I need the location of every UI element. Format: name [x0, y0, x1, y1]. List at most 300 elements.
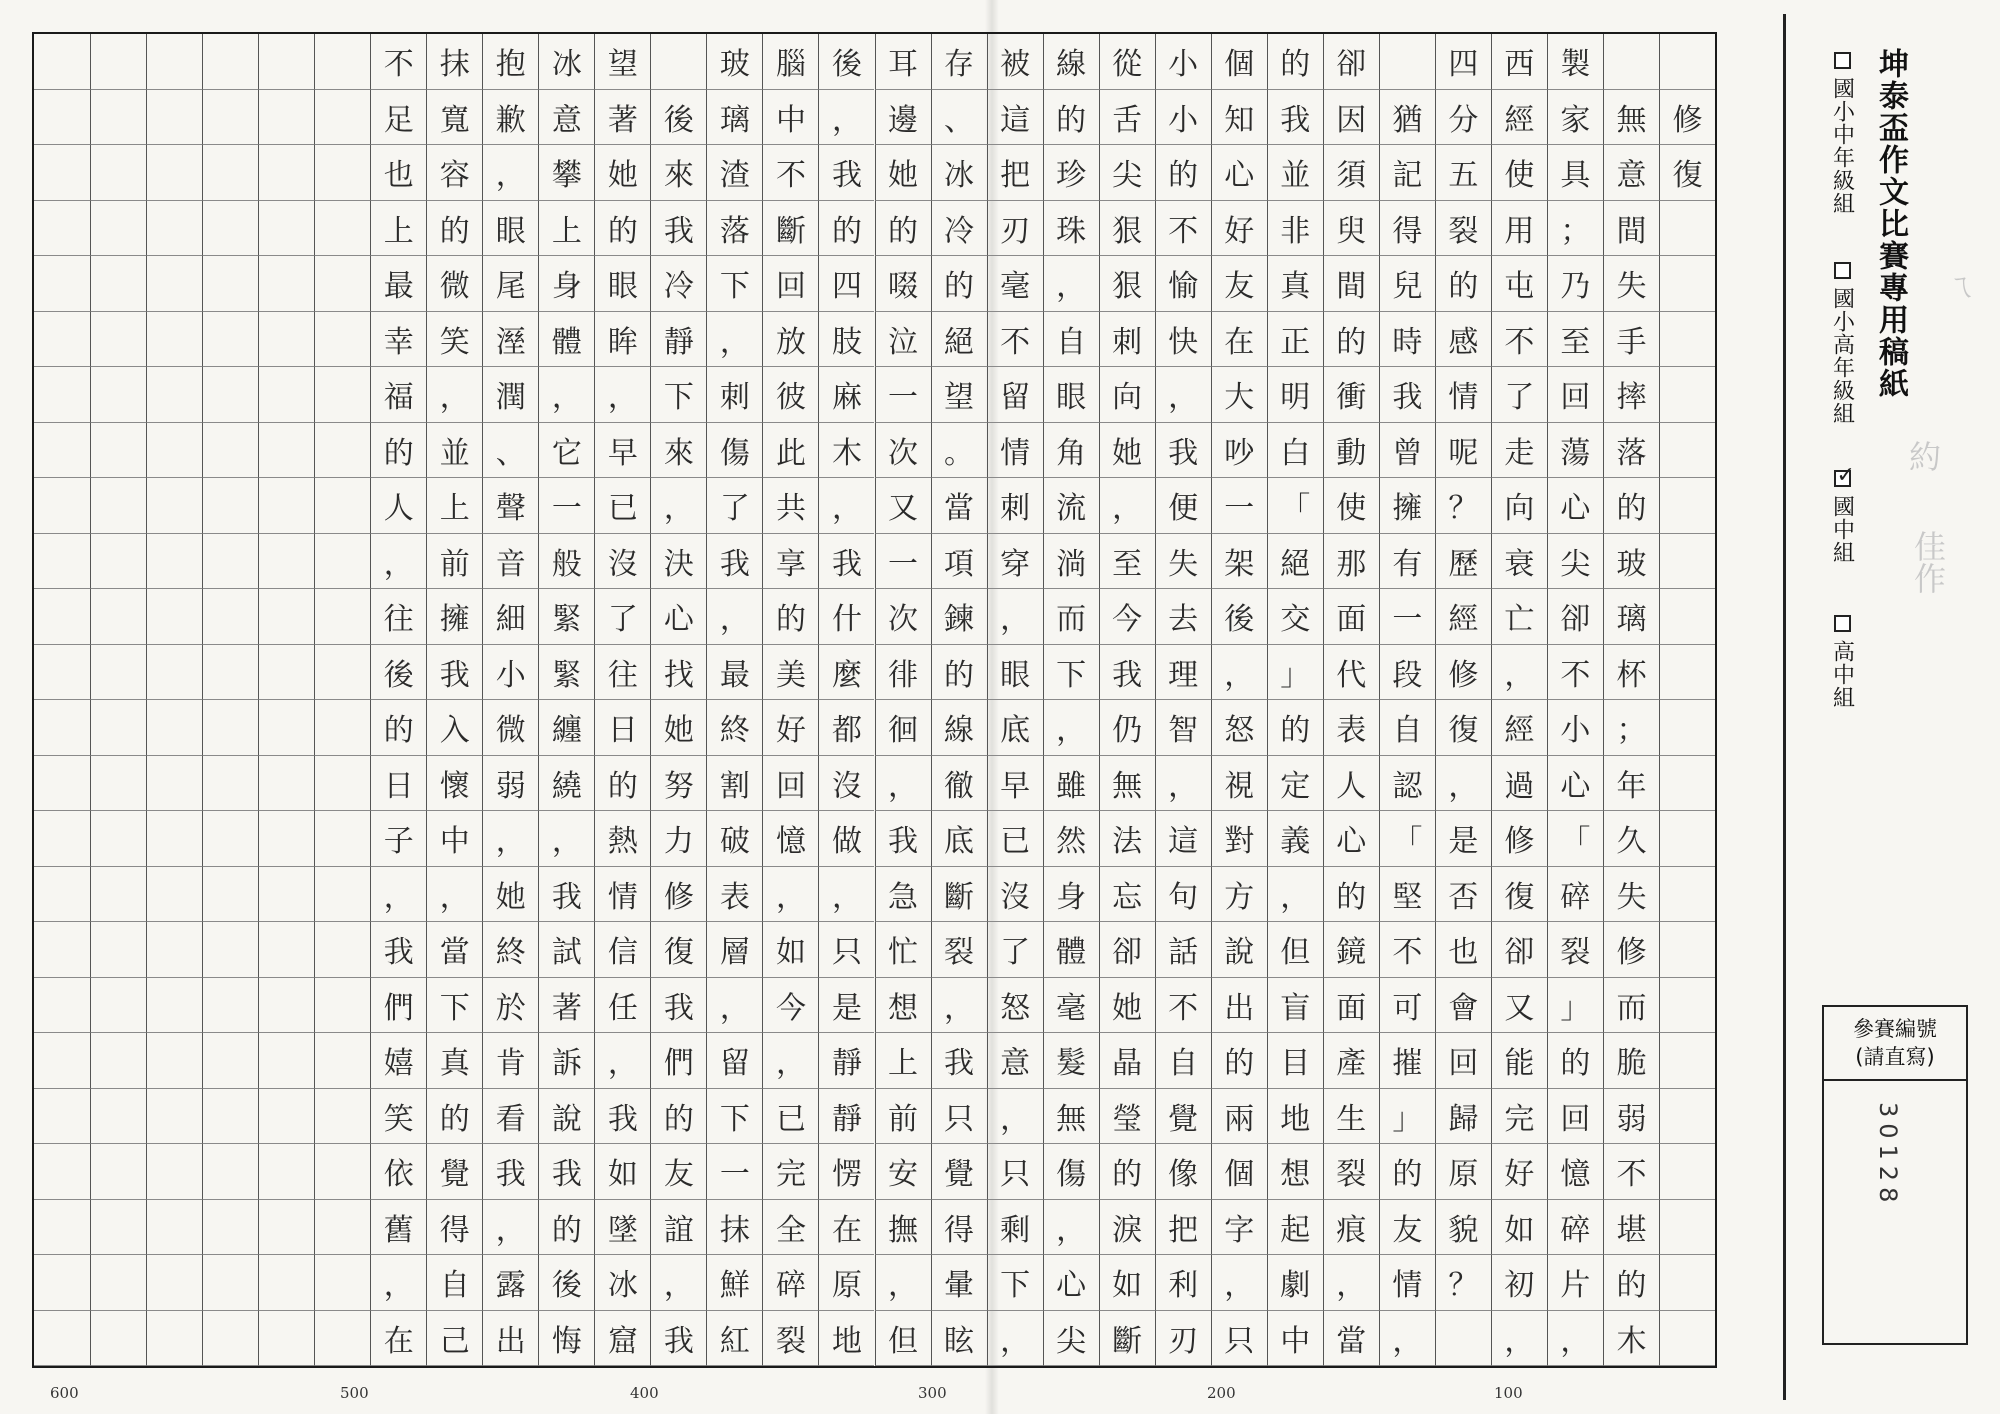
grid-cell: 出	[1211, 978, 1267, 1034]
grid-cell: 裂	[1547, 922, 1603, 978]
grid-cell	[202, 1255, 258, 1311]
grid-cell: 玻	[1603, 534, 1659, 590]
grid-cell: 狠	[1099, 201, 1155, 257]
grid-cell: 的	[875, 201, 931, 257]
grid-cell: 智	[1155, 700, 1211, 756]
grid-cell: 珠	[1043, 201, 1099, 257]
grid-column	[202, 34, 258, 1366]
grid-cell: 是	[1435, 811, 1491, 867]
grid-cell: 如	[594, 1144, 650, 1200]
grid-cell: 製	[1547, 34, 1603, 90]
grid-cell: 的	[370, 423, 426, 479]
grid-cell: 心	[1211, 145, 1267, 201]
grid-cell: 淚	[1099, 1200, 1155, 1256]
grid-cell	[258, 1311, 314, 1367]
grid-cell	[258, 922, 314, 978]
grid-cell: 尖	[1043, 1311, 1099, 1367]
checkbox-elementary-middle[interactable]	[1834, 52, 1851, 69]
grid-cell: 只	[818, 922, 874, 978]
grid-cell: 憶	[1547, 1144, 1603, 1200]
grid-column	[90, 34, 146, 1366]
grid-cell	[1659, 756, 1715, 812]
checkbox-junior-high[interactable]	[1834, 470, 1851, 487]
grid-cell: 聲	[482, 478, 538, 534]
grid-cell: 理	[1155, 645, 1211, 701]
grid-cell: 堪	[1603, 1200, 1659, 1256]
grid-cell: 這	[1155, 811, 1211, 867]
grid-cell: 並	[426, 423, 482, 479]
grid-cell: 眩	[931, 1311, 987, 1367]
grid-cell: 意	[538, 90, 594, 146]
judge-mark: 佳作	[1909, 530, 1947, 594]
grid-cell: 次	[875, 589, 931, 645]
grid-cell	[314, 145, 370, 201]
grid-cell: 淌	[1043, 534, 1099, 590]
grid-cell	[314, 756, 370, 812]
grid-cell: 露	[482, 1255, 538, 1311]
entry-number-value[interactable]: 30128	[1874, 1102, 1902, 1209]
grid-cell: 足	[370, 90, 426, 146]
grid-cell	[258, 534, 314, 590]
grid-cell: 徹	[931, 756, 987, 812]
grid-cell: ，	[1323, 1255, 1379, 1311]
grid-cell	[314, 90, 370, 146]
grid-cell: 原	[1435, 1144, 1491, 1200]
grid-cell: ，	[1043, 1200, 1099, 1256]
grid-cell	[258, 589, 314, 645]
grid-cell: 她	[1099, 423, 1155, 479]
grid-cell: ，	[370, 867, 426, 923]
grid-cell: 的	[1043, 90, 1099, 146]
grid-cell: 的	[1379, 1144, 1435, 1200]
grid-cell	[202, 312, 258, 368]
grid-cell: ，	[875, 756, 931, 812]
grid-cell: 的	[1603, 478, 1659, 534]
grid-cell: 意	[1603, 145, 1659, 201]
grid-cell: 只	[931, 1089, 987, 1145]
grid-cell: ，	[1211, 645, 1267, 701]
grid-cell	[258, 1089, 314, 1145]
grid-cell	[34, 922, 90, 978]
grid-cell	[34, 756, 90, 812]
grid-cell	[34, 1200, 90, 1256]
grid-cell: 絕	[931, 312, 987, 368]
group-label: 國小中年級組	[1829, 77, 1855, 215]
grid-column	[146, 34, 202, 1366]
checkbox-senior-high[interactable]	[1834, 615, 1851, 632]
grid-cell	[314, 811, 370, 867]
grid-cell: 她	[875, 145, 931, 201]
grid-cell	[1659, 811, 1715, 867]
grid-cell	[314, 256, 370, 312]
grid-cell: 忙	[875, 922, 931, 978]
group-label: 國中組	[1829, 495, 1855, 564]
margin-line	[1783, 14, 1786, 1400]
grid-cell	[90, 423, 146, 479]
grid-cell: 兒	[1379, 256, 1435, 312]
grid-cell: 斷	[762, 201, 818, 257]
grid-cell: 得	[931, 1200, 987, 1256]
grid-cell: 中	[426, 811, 482, 867]
grid-cell: 割	[706, 756, 762, 812]
grid-cell: 冷	[931, 201, 987, 257]
grid-cell: 力	[650, 811, 706, 867]
grid-cell: 句	[1155, 867, 1211, 923]
grid-cell: 今	[1099, 589, 1155, 645]
grid-cell: 至	[1547, 312, 1603, 368]
grid-cell: 誼	[650, 1200, 706, 1256]
grid-cell: 使	[1323, 478, 1379, 534]
grid-cell: ，	[538, 367, 594, 423]
grid-cell: 、	[931, 90, 987, 146]
grid-column	[650, 34, 706, 1366]
grid-cell: 急	[875, 867, 931, 923]
grid-cell: 想	[1267, 1144, 1323, 1200]
grid-cell: 記	[1379, 145, 1435, 201]
grid-cell	[90, 312, 146, 368]
grid-cell: 珍	[1043, 145, 1099, 201]
grid-cell: 共	[762, 478, 818, 534]
grid-cell	[1659, 312, 1715, 368]
grid-cell: 自	[1043, 312, 1099, 368]
grid-cell: 但	[1267, 922, 1323, 978]
grid-cell: 泣	[875, 312, 931, 368]
grid-cell: 覺	[426, 1144, 482, 1200]
grid-cell: 什	[818, 589, 874, 645]
grid-cell	[34, 1144, 90, 1200]
grid-cell	[34, 700, 90, 756]
grid-cell: 舌	[1099, 90, 1155, 146]
grid-cell: 往	[594, 645, 650, 701]
grid-cell	[90, 1200, 146, 1256]
grid-cell	[202, 367, 258, 423]
grid-column	[594, 34, 650, 1366]
grid-cell: 向	[1099, 367, 1155, 423]
grid-cell	[146, 756, 202, 812]
grid-cell: 早	[987, 756, 1043, 812]
grid-cell	[202, 700, 258, 756]
grid-cell: 個	[1211, 34, 1267, 90]
grid-cell	[90, 589, 146, 645]
grid-cell: 己	[426, 1311, 482, 1367]
grid-cell: 修	[1435, 645, 1491, 701]
grid-cell	[258, 256, 314, 312]
grid-cell: 心	[1043, 1255, 1099, 1311]
grid-cell	[146, 700, 202, 756]
grid-cell: 溼	[482, 312, 538, 368]
grid-cell: 完	[762, 1144, 818, 1200]
grid-cell: 地	[1267, 1089, 1323, 1145]
grid-cell: 情	[1379, 1255, 1435, 1311]
grid-cell: 日	[370, 756, 426, 812]
grid-column	[1659, 34, 1715, 1366]
grid-column	[1547, 34, 1603, 1366]
grid-cell: 前	[875, 1089, 931, 1145]
grid-cell	[1659, 978, 1715, 1034]
grid-cell	[34, 34, 90, 90]
grid-cell	[34, 589, 90, 645]
grid-cell: ，	[818, 90, 874, 146]
grid-cell: 鍊	[931, 589, 987, 645]
grid-cell: 使	[1491, 145, 1547, 201]
grid-cell	[202, 201, 258, 257]
grid-cell: 心	[1547, 478, 1603, 534]
grid-cell	[258, 811, 314, 867]
grid-cell: 想	[875, 978, 931, 1034]
grid-cell: 沒	[594, 534, 650, 590]
grid-cell: 刺	[987, 478, 1043, 534]
grid-cell: 乃	[1547, 256, 1603, 312]
grid-cell	[202, 1033, 258, 1089]
grid-cell: 堅	[1379, 867, 1435, 923]
group-option-elementary-upper[interactable]	[1822, 262, 1862, 425]
grid-cell: 當	[931, 478, 987, 534]
grid-cell: 又	[875, 478, 931, 534]
grid-cell: 身	[1043, 867, 1099, 923]
grid-cell: 久	[1603, 811, 1659, 867]
grid-cell: 抹	[426, 34, 482, 90]
grid-cell: ，	[370, 534, 426, 590]
grid-cell: 字	[1211, 1200, 1267, 1256]
grid-cell: 微	[482, 700, 538, 756]
group-option-junior-high[interactable]	[1822, 470, 1862, 564]
grid-cell: 愉	[1155, 256, 1211, 312]
grid-cell: 悔	[538, 1311, 594, 1367]
grid-cell: 的	[762, 589, 818, 645]
grid-cell: 墜	[594, 1200, 650, 1256]
grid-cell: 傷	[706, 423, 762, 479]
grid-cell: 般	[538, 534, 594, 590]
grid-cell: 沒	[987, 867, 1043, 923]
grid-cell: 弱	[1603, 1089, 1659, 1145]
grid-cell: ，	[987, 1311, 1043, 1367]
grid-cell: 我	[1267, 90, 1323, 146]
grid-cell: 做	[818, 811, 874, 867]
grid-cell: 心	[1547, 756, 1603, 812]
group-option-senior-high[interactable]	[1822, 615, 1862, 709]
grid-cell: 找	[650, 645, 706, 701]
grid-cell: 回	[1435, 1033, 1491, 1089]
grid-cell: 而	[1043, 589, 1099, 645]
grid-cell: 好	[1211, 201, 1267, 257]
grid-cell: 動	[1323, 423, 1379, 479]
grid-cell: 須	[1323, 145, 1379, 201]
grid-cell	[146, 367, 202, 423]
grid-cell: 我	[706, 534, 762, 590]
grid-cell: 細	[482, 589, 538, 645]
grid-cell: 裂	[1323, 1144, 1379, 1200]
grid-cell	[90, 922, 146, 978]
grid-column	[1211, 34, 1267, 1366]
grid-cell: 子	[370, 811, 426, 867]
grid-cell: 靜	[818, 1033, 874, 1089]
grid-cell: 笑	[370, 1089, 426, 1145]
grid-cell	[146, 589, 202, 645]
grid-cell: 上	[538, 201, 594, 257]
grid-cell	[258, 201, 314, 257]
grid-cell	[146, 1200, 202, 1256]
grid-cell	[650, 34, 706, 90]
grid-cell: 紅	[706, 1311, 762, 1367]
grid-column	[1491, 34, 1547, 1366]
grid-column	[1155, 34, 1211, 1366]
grid-cell	[314, 922, 370, 978]
grid-cell: 上	[426, 478, 482, 534]
grid-cell: 覺	[1155, 1089, 1211, 1145]
grid-cell: 過	[1491, 756, 1547, 812]
grid-cell: 間	[1603, 201, 1659, 257]
grid-cell: 日	[594, 700, 650, 756]
grid-cell: ，	[1211, 1255, 1267, 1311]
grid-cell: 一	[875, 534, 931, 590]
grid-cell: 一	[1379, 589, 1435, 645]
entry-number-label	[1824, 1007, 1966, 1081]
grid-cell	[34, 1311, 90, 1367]
grid-cell: 當	[426, 922, 482, 978]
grid-column	[370, 34, 426, 1366]
grid-column	[1435, 34, 1491, 1366]
grid-cell	[258, 645, 314, 701]
grid-cell: 落	[1603, 423, 1659, 479]
judge-mark: ㄟ	[1940, 270, 1975, 300]
grid-cell: 破	[706, 811, 762, 867]
grid-cell: 留	[987, 367, 1043, 423]
grid-column	[818, 34, 874, 1366]
grid-cell: 痕	[1323, 1200, 1379, 1256]
grid-cell: 落	[706, 201, 762, 257]
grid-cell: 上	[875, 1033, 931, 1089]
grid-cell: 只	[987, 1144, 1043, 1200]
grid-cell: 我	[370, 922, 426, 978]
grid-cell: 抹	[706, 1200, 762, 1256]
grid-cell: 一	[706, 1144, 762, 1200]
grid-cell: 的	[1267, 34, 1323, 90]
grid-cell	[90, 700, 146, 756]
grid-cell	[90, 201, 146, 257]
grid-cell	[202, 811, 258, 867]
grid-cell: 前	[426, 534, 482, 590]
grid-cell: 從	[1099, 34, 1155, 90]
grid-cell: ，	[538, 811, 594, 867]
grid-cell	[1379, 34, 1435, 90]
grid-cell: 抱	[482, 34, 538, 90]
grid-cell	[146, 645, 202, 701]
grid-cell: 有	[1379, 534, 1435, 590]
grid-cell	[1659, 1089, 1715, 1145]
grid-cell: 可	[1379, 978, 1435, 1034]
grid-cell: 底	[931, 811, 987, 867]
grid-cell	[314, 534, 370, 590]
grid-cell: 早	[594, 423, 650, 479]
grid-cell: 。	[931, 423, 987, 479]
manuscript-grid	[32, 32, 1717, 1368]
grid-cell: 小	[1547, 700, 1603, 756]
grid-cell: 」	[1547, 978, 1603, 1034]
grid-cell: 對	[1211, 811, 1267, 867]
grid-cell: 窟	[594, 1311, 650, 1367]
grid-cell: 腦	[762, 34, 818, 90]
grid-cell: 今	[762, 978, 818, 1034]
grid-cell: 一	[1211, 478, 1267, 534]
grid-cell: 裂	[1435, 201, 1491, 257]
grid-cell	[90, 1144, 146, 1200]
grid-cell: 人	[370, 478, 426, 534]
grid-cell	[1603, 34, 1659, 90]
grid-cell	[146, 90, 202, 146]
grid-cell: 感	[1435, 312, 1491, 368]
grid-cell	[34, 201, 90, 257]
grid-cell	[146, 1311, 202, 1367]
grid-cell: 彼	[762, 367, 818, 423]
grid-cell	[1659, 1144, 1715, 1200]
grid-cell	[1659, 1033, 1715, 1089]
grid-cell	[258, 423, 314, 479]
grid-cell	[258, 1033, 314, 1089]
grid-cell	[202, 1200, 258, 1256]
grid-cell: 存	[931, 34, 987, 90]
grid-cell: ，	[1043, 256, 1099, 312]
grid-cell: ，	[1491, 645, 1547, 701]
grid-cell: 快	[1155, 312, 1211, 368]
grid-cell: 此	[762, 423, 818, 479]
grid-cell: 經	[1491, 90, 1547, 146]
grid-cell: 失	[1603, 256, 1659, 312]
grid-cell: 剩	[987, 1200, 1043, 1256]
checkbox-elementary-upper[interactable]	[1834, 262, 1851, 279]
grid-column	[314, 34, 370, 1366]
grid-cell: 情	[1435, 367, 1491, 423]
grid-cell	[202, 478, 258, 534]
grid-cell: 晶	[1099, 1033, 1155, 1089]
grid-cell: 不	[1155, 978, 1211, 1034]
grid-cell: 笑	[426, 312, 482, 368]
grid-cell: 五	[1435, 145, 1491, 201]
grid-cell: ，	[987, 589, 1043, 645]
grid-cell: 麻	[818, 367, 874, 423]
grid-cell: 緊	[538, 645, 594, 701]
grid-cell: 那	[1323, 534, 1379, 590]
grid-cell: 曾	[1379, 423, 1435, 479]
char-count-300: 300	[918, 1384, 947, 1402]
grid-cell: 用	[1491, 201, 1547, 257]
grid-column	[258, 34, 314, 1366]
grid-cell: 後	[650, 90, 706, 146]
grid-cell: 我	[1155, 423, 1211, 479]
grid-cell: ，	[426, 367, 482, 423]
grid-cell: 努	[650, 756, 706, 812]
grid-cell	[90, 145, 146, 201]
grid-cell: 眼	[594, 256, 650, 312]
grid-cell: 我	[594, 1089, 650, 1145]
grid-cell	[34, 312, 90, 368]
grid-cell: 非	[1267, 201, 1323, 257]
grid-cell: 懷	[426, 756, 482, 812]
grid-cell: 我	[650, 978, 706, 1034]
grid-cell	[146, 1144, 202, 1200]
grid-cell	[90, 811, 146, 867]
grid-cell: 然	[1043, 811, 1099, 867]
grid-cell: 尾	[482, 256, 538, 312]
group-option-elementary-middle[interactable]	[1822, 52, 1862, 215]
grid-column	[1099, 34, 1155, 1366]
grid-cell	[1659, 423, 1715, 479]
grid-cell	[202, 589, 258, 645]
grid-cell: 冰	[594, 1255, 650, 1311]
grid-cell: 的	[426, 201, 482, 257]
grid-cell	[202, 1311, 258, 1367]
grid-cell: 法	[1099, 811, 1155, 867]
grid-cell: 傷	[1043, 1144, 1099, 1200]
